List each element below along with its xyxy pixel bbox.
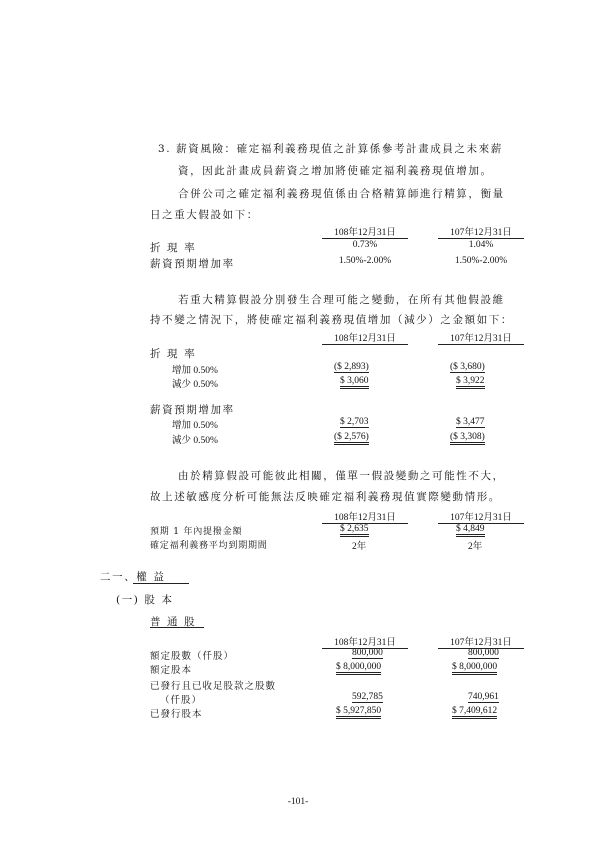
table1-row-label: 折 現 率 — [150, 242, 197, 254]
table2-header-107: 107年12月31日 — [450, 334, 512, 344]
note-line2: 故上述敏感度分析可能無法反映確定福利義務現值實際變動情形。 — [150, 491, 501, 503]
actuary-line1: 合併公司之確定福利義務現值係由合格精算師進行精算，衡量 — [178, 188, 505, 200]
table1-cell: 1.04% — [468, 240, 494, 250]
table1-header-107: 107年12月31日 — [450, 228, 512, 238]
table4-row-label: 額定股數（仟股） — [150, 651, 235, 662]
table2-group-label: 薪資預期增加率 — [150, 404, 235, 416]
table3-cell: $ 4,849 — [456, 524, 485, 537]
sensitivity-line1: 若重大精算假設分別發生合理可能之變動，在所有其他假設維 — [178, 294, 505, 306]
table3-cell: 2年 — [468, 542, 483, 552]
table4-cell: $ 7,409,612 — [452, 706, 497, 719]
table2-cell: ($ 2,576) — [334, 432, 369, 445]
sensitivity-line2: 持不變之情況下，將使確定福利義務現值增加（減少）之金額如下： — [150, 314, 513, 326]
table2-header-rule-107 — [438, 344, 524, 345]
table1-row-label: 薪資預期增加率 — [150, 258, 235, 270]
table3-header-108: 108年12月31日 — [334, 513, 396, 523]
table4-row-label: 額定股本 — [150, 665, 193, 676]
table2-cell: ($ 3,308) — [450, 432, 485, 445]
table4-row-label: 已發行股本 — [150, 709, 203, 720]
table1-header-rule-107 — [438, 238, 524, 239]
table4-header-107: 107年12月31日 — [450, 638, 512, 648]
table2-cell: ($ 3,680) — [450, 362, 485, 372]
table1-cell: 0.73% — [352, 240, 378, 250]
table2-row-label: 減少 0.50% — [172, 436, 218, 446]
table1-header-108: 108年12月31日 — [334, 228, 396, 238]
table4-cell: 592,785 — [352, 692, 383, 702]
table2-header-rule-108 — [322, 344, 408, 345]
table4-cell: $ 8,000,000 — [336, 662, 381, 675]
section-21-heading: 二一、權 益 — [100, 571, 166, 583]
section-21-underline — [133, 583, 189, 584]
table2-group-label: 折 現 率 — [150, 348, 197, 360]
table2-row-label: 增加 0.50% — [172, 421, 218, 431]
table3-header-107: 107年12月31日 — [450, 513, 512, 523]
table1-cell: 1.50%-2.00% — [338, 256, 392, 266]
table3-row-label: 確定福利義務平均到期期間 — [150, 541, 268, 551]
page-number: -101- — [287, 797, 309, 807]
table3-row-label: 預期 1 年內提撥金額 — [150, 527, 243, 537]
table4-header-108: 108年12月31日 — [334, 638, 396, 648]
table4-cell: 800,000 — [352, 648, 383, 658]
table3-cell: 2年 — [352, 542, 367, 552]
table1-cell: 1.50%-2.00% — [454, 256, 508, 266]
table1-header-rule-108 — [322, 238, 408, 239]
table4-row-label-cont: （仟股） — [160, 695, 203, 706]
table2-cell: $ 3,477 — [456, 417, 485, 427]
table2-header-108: 108年12月31日 — [334, 334, 396, 344]
table2-cell: $ 2,703 — [340, 417, 369, 427]
para3-line2: 資，因此計畫成員薪資之增加將使確定福利義務現值增加。 — [178, 165, 493, 177]
table2-row-label: 增加 0.50% — [172, 366, 218, 376]
table2-cell: ($ 2,893) — [334, 362, 369, 372]
table2-cell: $ 3,060 — [340, 376, 369, 389]
actuary-line2: 日之重大假設如下： — [150, 209, 259, 221]
note-line1: 由於精算假設可能彼此相關，僅單一假設變動之可能性不大， — [178, 470, 505, 482]
common-stock-underline — [150, 627, 204, 628]
table4-cell: $ 5,927,850 — [336, 706, 381, 719]
table4-cell: 740,961 — [468, 692, 499, 702]
subsection-common-stock: 普 通 股 — [150, 616, 197, 628]
table4-row-label: 已發行且已收足股款之股數 — [150, 681, 277, 692]
para3-line1: 3. 薪資風險：確定福利義務現值之計算係參考計畫成員之未來薪 — [158, 143, 503, 155]
table2-row-label: 減少 0.50% — [172, 380, 218, 390]
table2-cell: $ 3,922 — [456, 376, 485, 389]
table3-cell: $ 2,635 — [340, 524, 369, 537]
subsection-share-capital: (一) 股 本 — [116, 594, 174, 606]
table4-cell: $ 8,000,000 — [452, 662, 497, 675]
table4-cell: 800,000 — [468, 648, 499, 658]
